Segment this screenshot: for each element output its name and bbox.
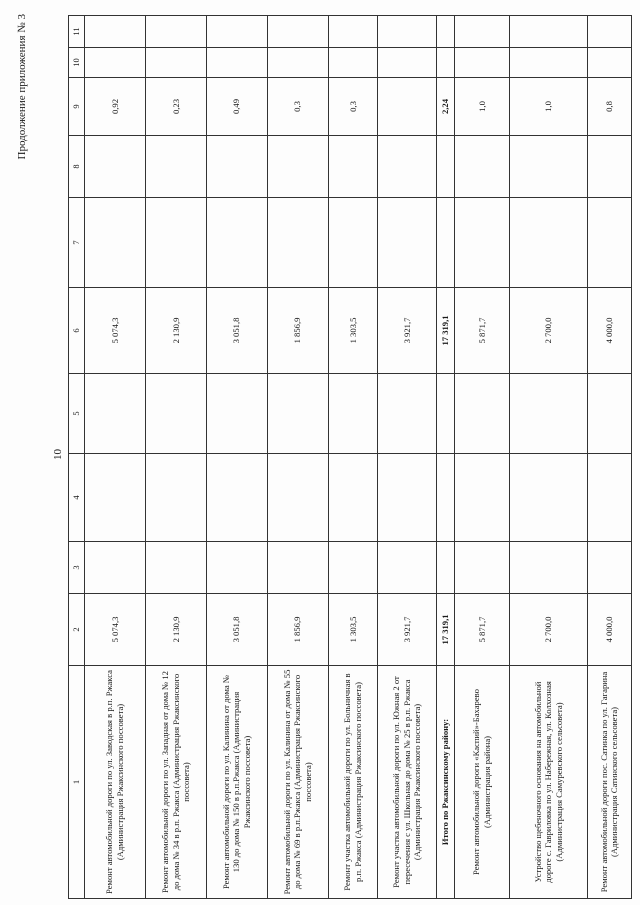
row-description: Ремонт автомобильной дороги по ул. Заводская в р.п. Ржакса (Администрация Ржаксинского поссовета) — [85, 666, 146, 899]
col-header: 2 — [69, 594, 85, 666]
col9-value: 0,3 — [328, 78, 378, 136]
col9-value: 0,49 — [206, 78, 267, 136]
col2-value: 3 051,8 — [206, 594, 267, 666]
table-row — [510, 16, 588, 899]
table-row — [85, 16, 146, 899]
col2-value: 1 303,5 — [328, 594, 378, 666]
col6-value: 1 856,9 — [267, 288, 328, 374]
col6-value: 2 700,0 — [510, 288, 588, 374]
page-number: 10 — [52, 449, 64, 460]
col6-value: 5 871,7 — [454, 288, 509, 374]
col6-value: 5 074,3 — [85, 288, 146, 374]
row-description: Ремонт автомобильной дороги «Каспий»-Бахарево (Администрация района) — [454, 666, 509, 899]
col6-value: 2 130,9 — [145, 288, 206, 374]
col-header: 7 — [69, 198, 85, 288]
road-repair-table — [68, 15, 632, 899]
col-header: 4 — [69, 454, 85, 542]
table-row — [145, 16, 206, 899]
total-col9: 2,24 — [437, 78, 455, 136]
col9-value: 0,92 — [85, 78, 146, 136]
total-col2: 17 319,1 — [437, 594, 455, 666]
col2-value: 2 700,0 — [510, 594, 588, 666]
col-header: 6 — [69, 288, 85, 374]
col2-value: 1 856,9 — [267, 594, 328, 666]
col2-value: 4 000,0 — [587, 594, 631, 666]
col9-value: 0,23 — [145, 78, 206, 136]
row-description: Ремонт автомобильной дороги пос. Сатинка по ул. Гагарина (Администрация Сатинского сельсовета) — [587, 666, 631, 899]
col6-value: 4 000,0 — [587, 288, 631, 374]
total-col6: 17 319,1 — [437, 288, 455, 374]
col6-value: 1 303,5 — [328, 288, 378, 374]
col-header: 9 — [69, 78, 85, 136]
col9-value: 0,8 — [587, 78, 631, 136]
col9-value: 1,0 — [510, 78, 588, 136]
col6-value: 3 921,7 — [378, 288, 437, 374]
row-description: Ремонт автомобильной дороги по ул. Западная от дома № 12 до дома № 34 в р.п. Ржакса (Администрация Ржаксинского поссовета) — [145, 666, 206, 899]
col6-value: 3 051,8 — [206, 288, 267, 374]
col-header: 8 — [69, 136, 85, 198]
col2-value: 5 074,3 — [85, 594, 146, 666]
col2-value: 2 130,9 — [145, 594, 206, 666]
row-description: Ремонт участка автомобильной дороги по ул. Больничная в р.п. Ржакса (Администрация Ржаксинского поссовета) — [328, 666, 378, 899]
col-header: 3 — [69, 542, 85, 594]
col-header: 5 — [69, 374, 85, 454]
col9-value: 0,3 — [267, 78, 328, 136]
table-row — [454, 16, 509, 899]
appendix-continuation-note: Продолжение приложения № 3 — [16, 14, 28, 160]
row-description: Ремонт автомобильной дороги по ул. Калинина от дома № 130 до дома № 150 в р.п.Ржакса (Администрация Ржаксинского поссовета) — [206, 666, 267, 899]
col9-value: 1,0 — [454, 78, 509, 136]
table-row — [378, 16, 437, 899]
header-row — [69, 16, 85, 899]
col2-value: 5 871,7 — [454, 594, 509, 666]
col9-value — [378, 78, 437, 136]
row-description: Ремонт автомобильной дороги по ул. Калинина от дома № 55 до дома № 69 в р.п.Ржакса (Администрация Ржаксинского поссовета) — [267, 666, 328, 899]
table-row — [206, 16, 267, 899]
table-row — [587, 16, 631, 899]
col2-value: 3 921,7 — [378, 594, 437, 666]
table-row — [328, 16, 378, 899]
col-header: 11 — [69, 16, 85, 48]
col-header: 10 — [69, 48, 85, 78]
row-description: Ремонт участка автомобильной дороги по ул. Южная 2 от пересечения с ул. Школьная до дома № 25 в р.п. Ржакса (Администрация Ржаксинского поссовета) — [378, 666, 437, 899]
row-description: Устройство щебеночного основания на автомобильной дороге с. Гавриловка по ул. Набережная, ул. Колхозная (Администрация Самуревского сельсовета) — [510, 666, 588, 899]
total-label: Итого по Ржаксинскому району: — [437, 666, 455, 899]
total-row — [437, 16, 455, 899]
table-row — [267, 16, 328, 899]
col-header: 1 — [69, 666, 85, 899]
